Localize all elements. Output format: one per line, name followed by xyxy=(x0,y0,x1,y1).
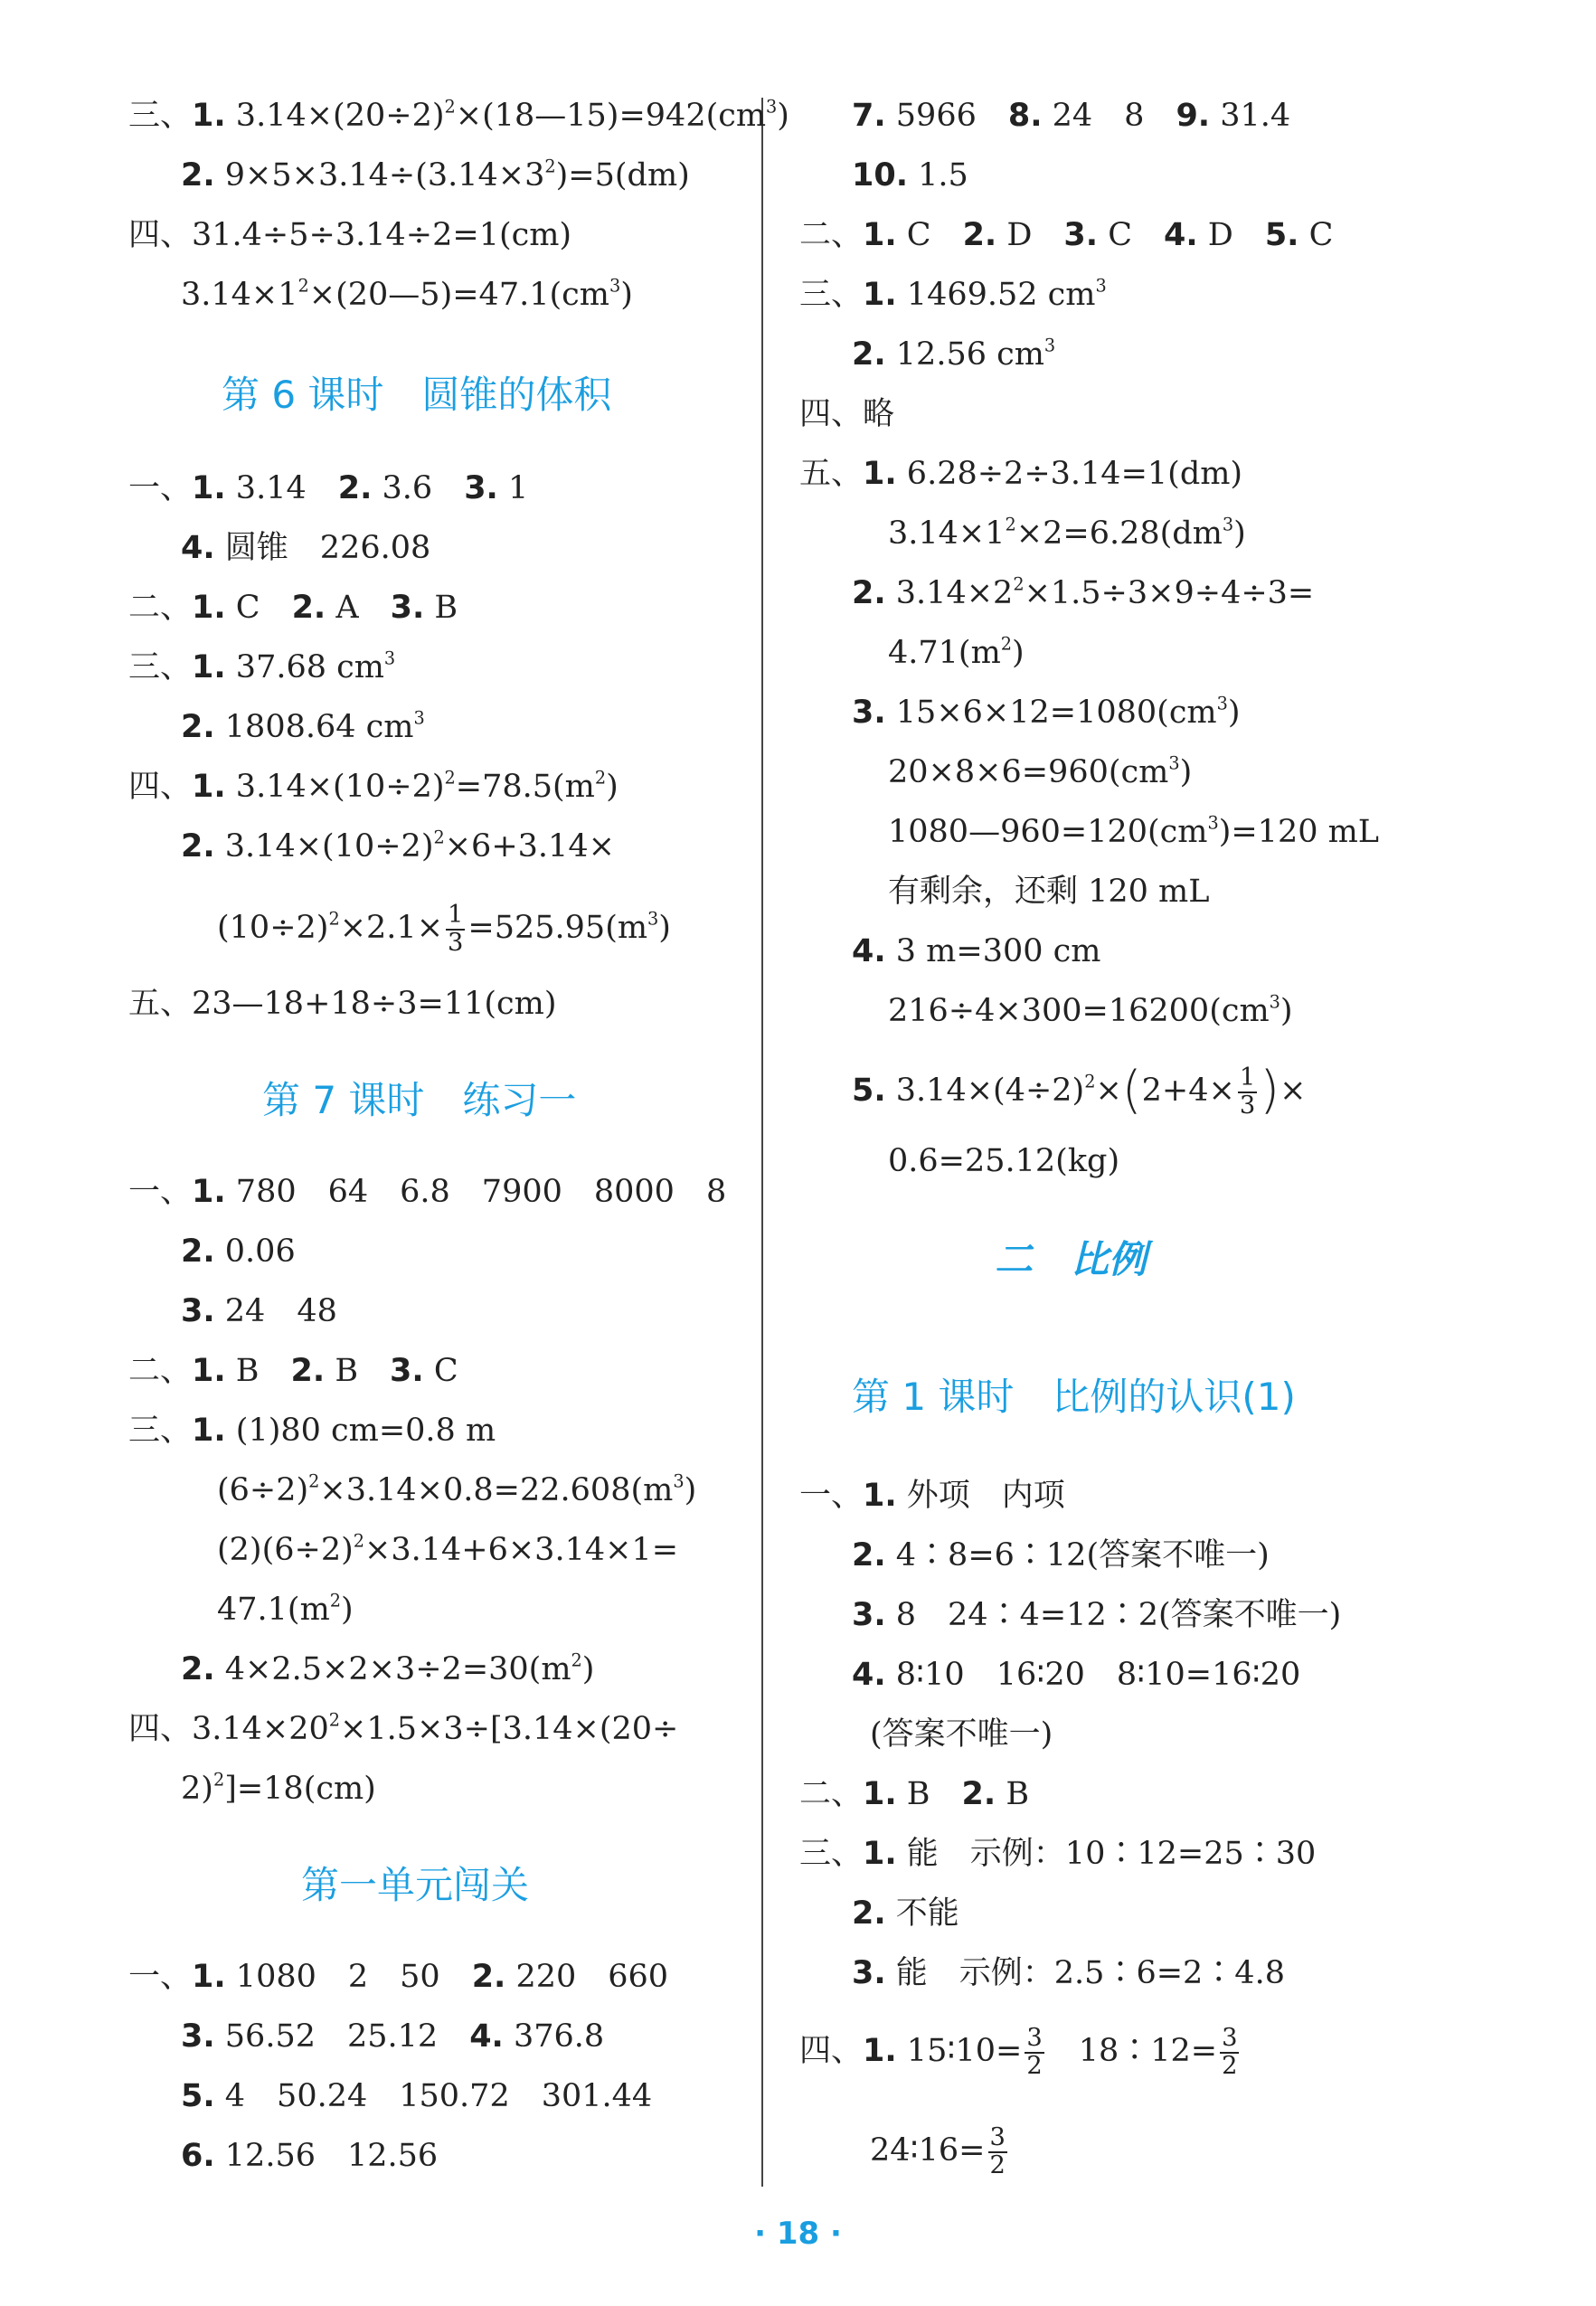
answer-line: 0.6=25.12(kg) xyxy=(888,1143,1120,1179)
answer-line: 3. 能 示例：2.5∶6=2∶4.8 xyxy=(852,1955,1285,1991)
answer-line: 三、1. 37.68 $cm^3$ xyxy=(128,647,396,685)
answer-line: 四、31.4÷5÷3.14÷2=1(cm) xyxy=(128,217,572,253)
answer-line: 三、1. (1)80 cm=0.8 m xyxy=(128,1413,496,1449)
answer-line: 7. 5966 8. 24 8 9. 31.4 xyxy=(852,98,1291,134)
answer-line: $3.14\times 1^2\times 2=6.28(dm^3)$ xyxy=(888,514,1246,552)
answer-line: $4.71(m^2)$ xyxy=(888,633,1025,671)
answer-line: 3. 8 24∶4=12∶2(答案不唯一) xyxy=(852,1597,1342,1633)
lesson-heading-7: 第 7 课时 练习一 xyxy=(262,1078,577,1122)
answer-line: 二、1. C 2. A 3. B xyxy=(128,590,458,626)
answer-line: 二、1. C 2. D 3. C 4. D 5. C xyxy=(799,217,1334,253)
answer-line: 4. 8∶10 16∶20 8∶10=16∶20 xyxy=(852,1657,1301,1693)
answer-line: 3. $15\times 6\times 12=1080(cm^3)$ xyxy=(852,693,1241,731)
answer-line: 一、1. 外项 内项 xyxy=(799,1478,1065,1514)
answer-line: 2. $4\times 2.5\times 2\times 3\div 2=30(m^2)$ xyxy=(181,1649,595,1687)
answer-line: 6. 12.56 12.56 xyxy=(181,2138,439,2174)
answer-line: 四、$3.14\times 20^2\times 1.5\times 3\div[3.14\times(20\div$ xyxy=(128,1709,679,1747)
answer-line: 2. 1808.64 $cm^3$ xyxy=(181,707,425,745)
answer-line: 三、1. $3.14\times(20\div 2)^2\times(18—15)=942(cm^3)$ xyxy=(128,96,789,134)
answer-line: 二、1. B 2. B xyxy=(799,1776,1030,1812)
answer-line: 三、1. 能 示例：10∶12=25∶30 xyxy=(799,1836,1317,1872)
answer-line: $1080—960=120(cm^3)=120$ mL xyxy=(888,812,1380,850)
answer-line: 4. 圆锥 226.08 xyxy=(181,530,431,566)
answer-line-fraction: 24∶16= $\frac{3}{2}$ xyxy=(870,2123,1006,2179)
answer-line: 一、1. 3.14 2. 3.6 3. 1 xyxy=(128,470,529,506)
answer-line-fraction: 四、1. 15∶10= $\frac{3}{2}$ 18∶12= $\frac{3}{2}$ xyxy=(799,2024,1238,2080)
column-divider xyxy=(761,98,763,2187)
answer-line: 2. 4∶8=6∶12(答案不唯一) xyxy=(852,1537,1270,1574)
answer-line: 2. $3.14\times(10\div 2)^2\times 6+3.14\times$ xyxy=(181,827,615,865)
answer-line: 2. $3.14\times 2^2\times 1.5\div 3\times 9\div 4\div 3=$ xyxy=(852,573,1315,611)
unit-test-heading: 第一单元闯关 xyxy=(301,1863,530,1907)
lesson-heading-6: 第 6 课时 圆锥的体积 xyxy=(222,373,612,417)
answer-line: 2. 12.56 $cm^3$ xyxy=(852,335,1056,373)
answer-line: 5. 4 50.24 150.72 301.44 xyxy=(181,2078,653,2114)
answer-line: 2)$^2$]=18(cm) xyxy=(181,1769,376,1807)
answer-line: 一、1. 1080 2 50 2. 220 660 xyxy=(128,1959,669,1995)
answer-line: 4. 3 m=300 cm xyxy=(852,933,1101,969)
answer-line: 一、1. 780 64 6.8 7900 8000 8 xyxy=(128,1174,727,1210)
page-number: · 18 · xyxy=(754,2216,842,2252)
answer-line-fraction: $(10\div 2)^2\times 2.1\times$ $\frac{1}{3}$ $=525.95(m^3)$ xyxy=(217,901,671,957)
answer-line: 三、1. 1469.52 $cm^3$ xyxy=(799,275,1107,313)
answer-line: 五、23—18+18÷3=11(cm) xyxy=(128,986,557,1022)
answer-line: 10. 1.5 xyxy=(852,157,968,194)
answer-line: 2. 0.06 xyxy=(181,1233,296,1270)
answer-line: $3.14\times 1^2\times(20—5)=47.1(cm^3)$ xyxy=(181,275,633,313)
answer-line: $20\times 8\times 6=960(cm^3)$ xyxy=(888,752,1193,790)
answer-line: 3. 24 48 xyxy=(181,1293,337,1329)
lesson-heading-1: 第 1 课时 比例的认识(1) xyxy=(852,1375,1296,1419)
answer-line: 2. 不能 xyxy=(852,1895,959,1932)
answer-line: $(6\div 2)^2\times 3.14\times 0.8=22.608(m^3)$ xyxy=(217,1470,697,1508)
answer-line: $47.1(m^2)$ xyxy=(217,1590,354,1628)
answer-line-fraction: 5. $3.14\times(4\div 2)^2\times(2+4\times$ $\frac{1}{3}$ )× xyxy=(852,1060,1307,1120)
unit-heading: 二 比例 xyxy=(995,1237,1147,1281)
answer-line: $216\div 4\times 300=16200(cm^3)$ xyxy=(888,991,1293,1029)
answer-line: 四、1. $3.14\times(10\div 2)^2=78.5(m^2)$ xyxy=(128,767,619,805)
answer-line: 2. $9\times 5\times 3.14\div(3.14\times 3^2)=5(dm)$ xyxy=(181,156,690,194)
answer-line: 四、略 xyxy=(799,396,895,432)
answer-line: 二、1. B 2. B 3. C xyxy=(128,1353,458,1389)
answer-line: 3. 56.52 25.12 4. 376.8 xyxy=(181,2018,605,2055)
answer-line: $(2)(6\div 2)^2\times 3.14+6\times 3.14\times 1=$ xyxy=(217,1530,679,1568)
answer-line: 五、1. 6.28÷2÷3.14=1(dm) xyxy=(799,456,1243,492)
answer-line: (答案不唯一) xyxy=(870,1716,1053,1753)
answer-line: 有剩余，还剩 120 mL xyxy=(888,874,1210,910)
